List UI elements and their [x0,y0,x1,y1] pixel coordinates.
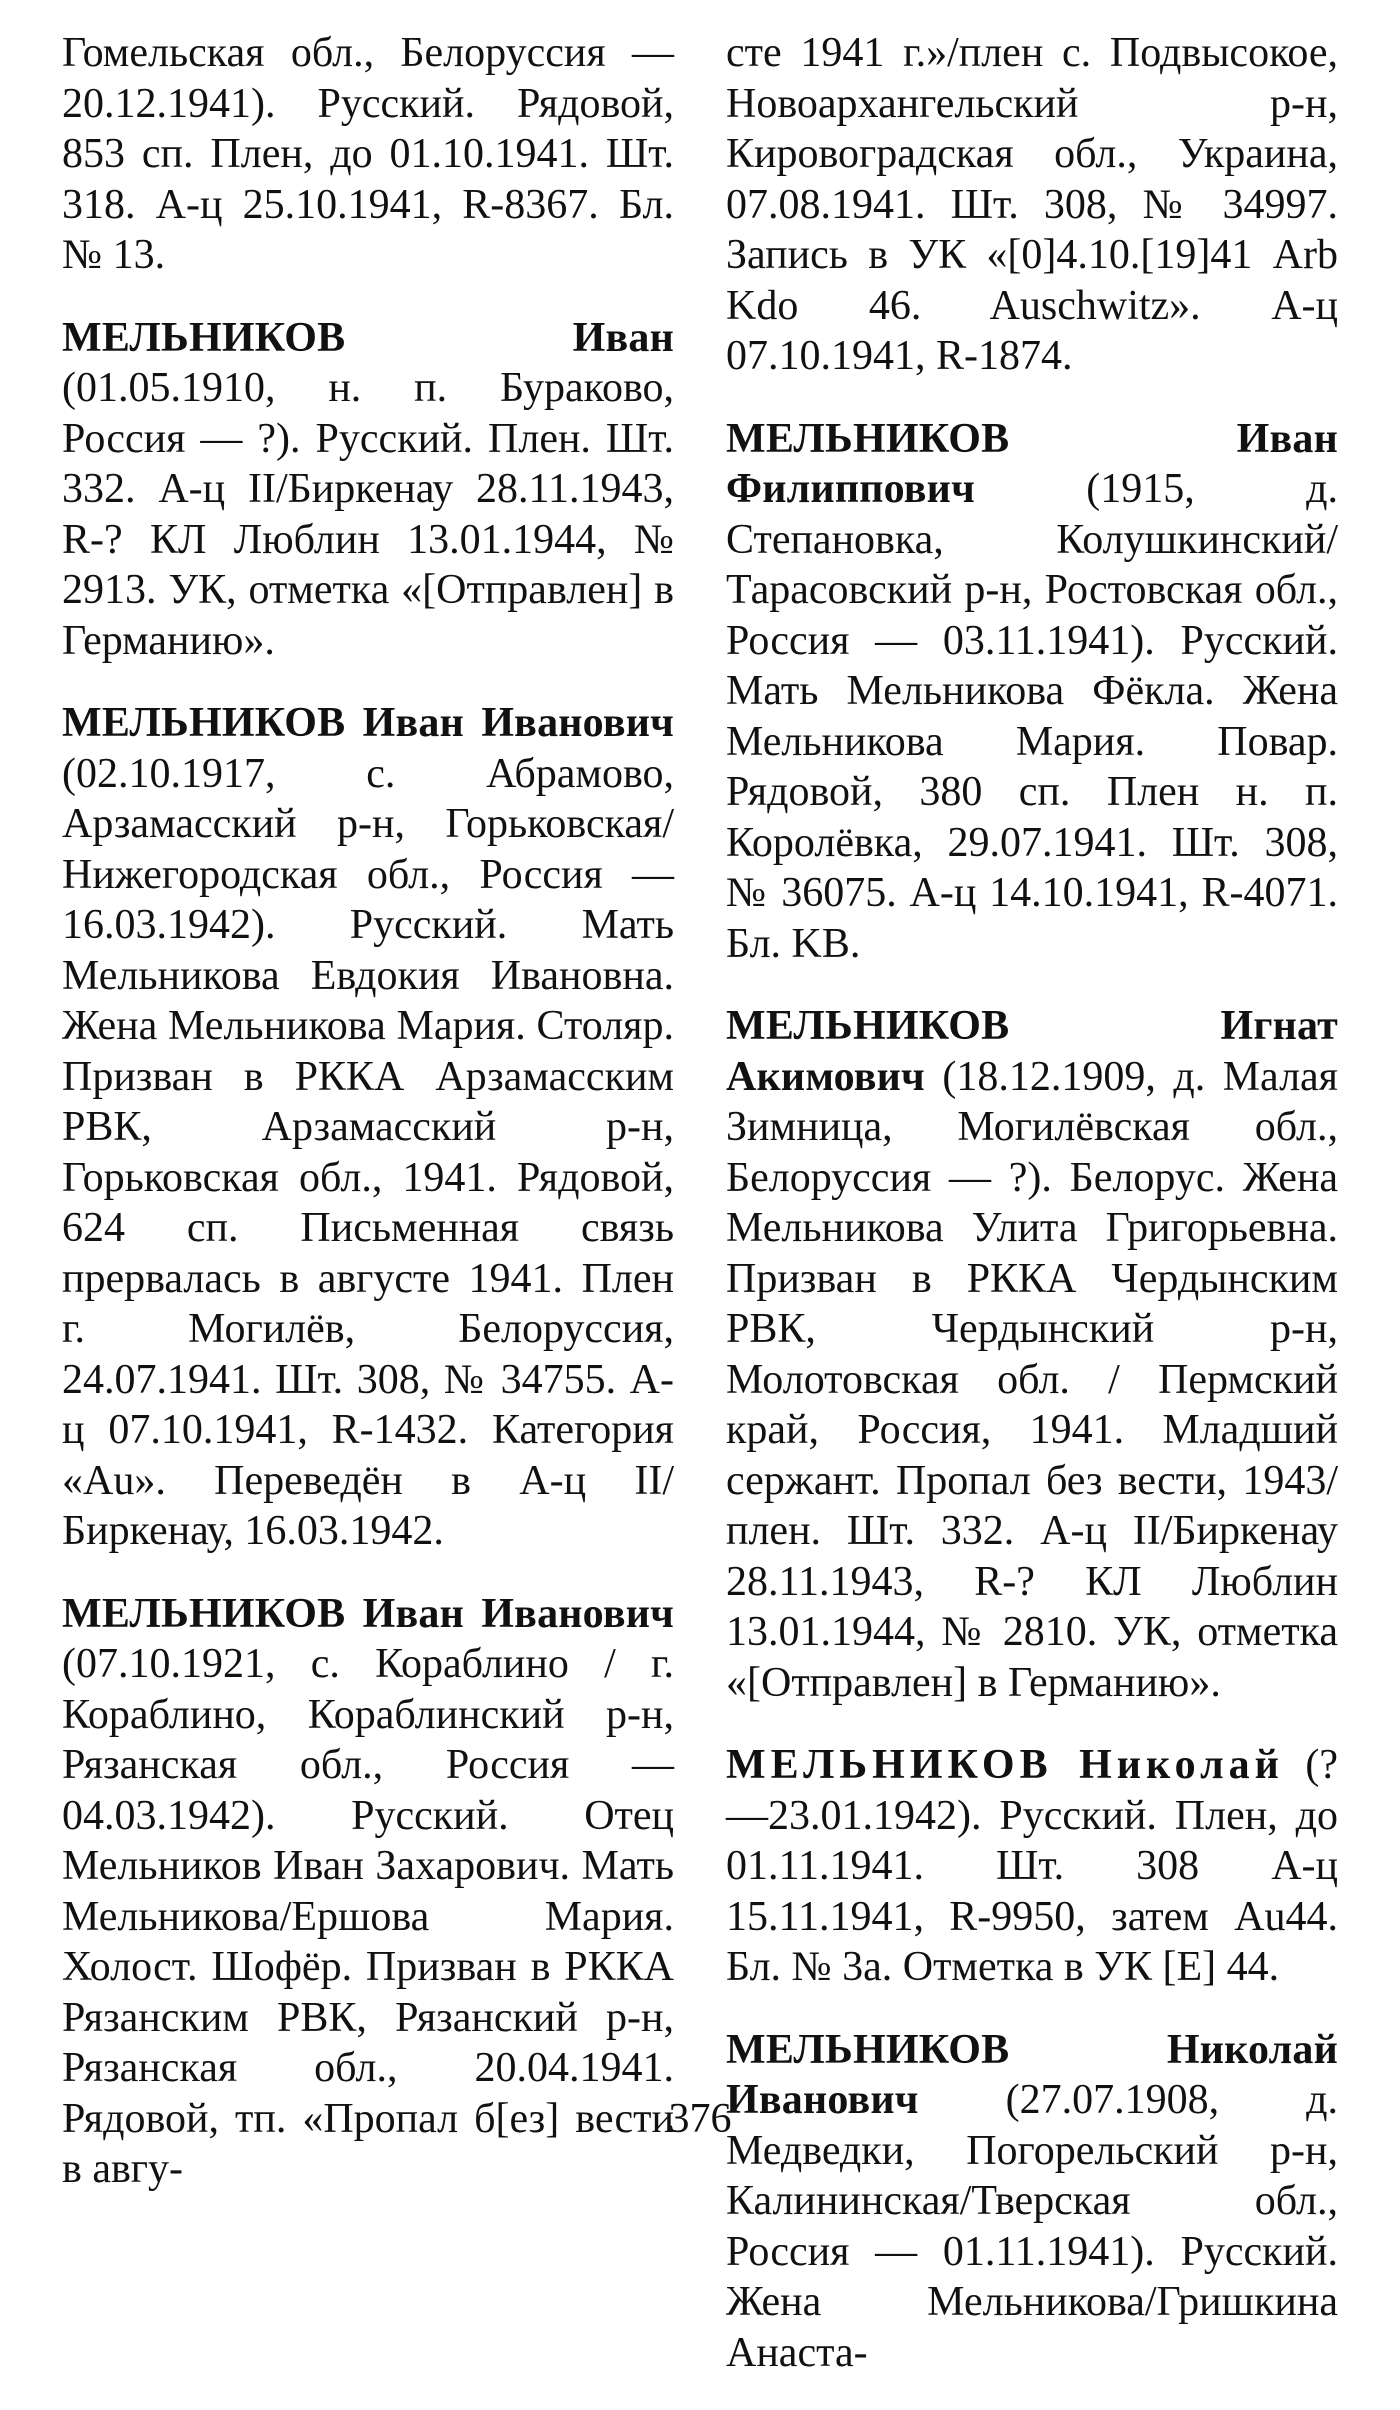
entry-name: МЕЛЬНИКОВ Иван Иванович [62,1590,674,1637]
entry-text: Гомельская обл., Белоруссия — 20.12.1941). Русский. Рядовой, 853 сп. Плен, до 01.10.1941. Шт. 318. А-ц 25.10.1941, R-8367. Бл. № 13. [62,30,674,278]
entry-name: МЕЛЬНИКОВ Иван Филиппович [726,415,1338,512]
entry-text: (27.07.1908, д. Медведки, Погорельский р-н, Калининская/Тверская обл., Россия — 01.11.1941). Русский. Жена Мельникова/Гришкина Анаста- [726,2077,1338,2376]
entry-continuation [62,28,674,281]
entry-melnikov-nikolay [726,1740,1338,1993]
entry-continuation [726,28,1338,382]
entry-melnikov-ignat-akimovich [726,1001,1338,1708]
entry-name: МЕЛЬНИКОВ Николай [726,1742,1284,1788]
entry-melnikov-nikolay-ivanovich [726,2025,1338,2379]
entry-text: (?—23.01.1942). Русский. Плен, до 01.11.1941. Шт. 308 А-ц 15.11.1941, R-9950, затем Au44. Бл. № 3а. Отметка в УК [E] 44. [726,1742,1338,1990]
entry-text: (01.05.1910, н. п. Бураково, Россия — ?). Русский. Плен. Шт. 332. А-ц II/Биркенау 28.11.1943, R-? КЛ Люблин 13.01.1944, № 2913. УК, отметка «[Отправлен] в Германию». [62,365,674,664]
entry-name: МЕЛЬНИКОВ Иван Иванович [62,700,674,746]
entry-text: (02.10.1917, с. Абрамово, Арзамасский р-н, Горьковская/ Нижегородская обл., Россия — 16.03.1942). Русский. Мать Мельникова Евдокия Ивановна. Жена Мельникова Мария. Столяр. Призван в РККА Арзамасским РВК, Арзамасский р-н, Горьковская обл., 1941. Рядовой, 624 сп. Письменная связь прервалась в августе 1941. Плен г. Могилёв, Белоруссия, 24.07.1941. Шт. 308, № 34755. А-ц 07.10.1941, R-1432. Категория «Au». Переведён в А-ц II/Биркенау, 16.03.1942. [62,750,674,1554]
entry-text: сте 1941 г.»/плен с. Подвысокое, Новоархангельский р-н, Кировоградская обл., Украина, 07.08.1941. Шт. 308, № 34997. Запись в УК «[0]4.10.[19]41 Arb Kdo 46. Auschwitz». А-ц 07.10.1941, R-1874. [726,30,1338,379]
entry-text: (07.10.1921, с. Кораблино / г. Кораблино, Кораблинский р-н, Рязанская обл., Россия — 04.03.1942). Русский. Отец Мельников Иван Захарович. Мать Мельникова/Ершова Мария. Холост. Шофёр. Призван в РККА Рязанским РВК, Рязанский р-н, Рязанская обл., 20.04.1941. Рядовой, тп. «Пропал б[ез] вести в авгу- [62,1641,674,2192]
right-column [726,28,1338,2410]
entry-melnikov-ivan-filippovich [726,414,1338,970]
entry-name: МЕЛЬНИКОВ Николай Иванович [726,2026,1338,2123]
entry-melnikov-ivan [62,313,674,667]
entry-text: (1915, д. Степановка, Колушкинский/Тарасовский р-н, Ростовская обл., Россия — 03.11.1941). Русский. Мать Мельникова Фёкла. Жена Мельникова Мария. Повар. Рядовой, 380 сп. Плен н. п. Королёвка, 29.07.1941. Шт. 308, № 36075. А-ц 14.10.1941, R-4071. Бл. KB. [726,466,1338,967]
entry-melnikov-ivan-ivanovich-1917 [62,698,674,1557]
left-column [62,28,674,2227]
page-number: 376 [668,2096,732,2142]
entry-name: МЕЛЬНИКОВ Игнат Акимович [726,1003,1338,1100]
entry-name: МЕЛЬНИКОВ Иван [62,314,674,361]
entry-text: (18.12.1909, д. Малая Зимница, Могилёвская обл., Белоруссия — ?). Белорус. Жена Мельникова Улита Григорьевна. Призван в РККА Чердынским РВК, Чердынский р-н, Молотовская обл. / Пермский край, Россия, 1941. Младший сержант. Пропал без вести, 1943/плен. Шт. 332. А-ц II/Биркенау 28.11.1943, R-? КЛ Люблин 13.01.1944, № 2810. УК, отметка «[Отправлен] в Германию». [726,1053,1338,1706]
